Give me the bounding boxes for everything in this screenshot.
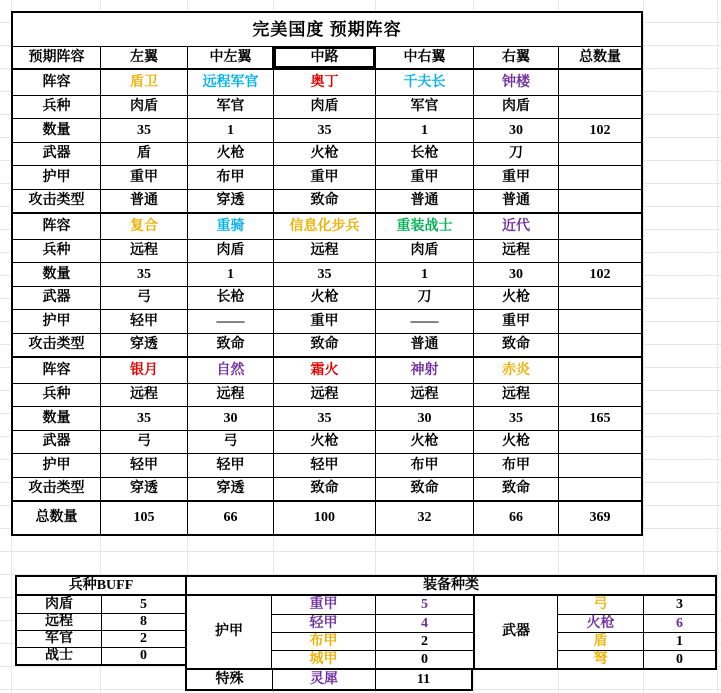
data-cell[interactable]: 肉盾 <box>473 96 558 118</box>
row-label-cell[interactable]: 武器 <box>42 146 71 161</box>
special-equipment-row <box>185 670 473 691</box>
row-label-cell[interactable]: 攻击类型 <box>28 481 85 496</box>
data-cell[interactable]: 盾卫 <box>100 70 187 95</box>
weapon-name-cell[interactable]: 弩 <box>558 650 643 668</box>
data-cell[interactable]: 千夫长 <box>375 70 473 95</box>
row-label-cell[interactable]: 阵容 <box>42 74 71 90</box>
data-cell[interactable]: 布甲 <box>375 454 473 477</box>
table-row <box>13 477 641 500</box>
data-cell[interactable]: 穿透 <box>187 478 273 500</box>
data-cell[interactable]: 重甲 <box>473 166 558 189</box>
row-total-cell[interactable] <box>558 214 641 239</box>
table-row <box>13 383 641 406</box>
armor-name-cell[interactable]: 轻甲 <box>272 614 375 632</box>
data-cell[interactable]: 银月 <box>100 358 187 383</box>
column-header-cell[interactable]: 总数量 <box>558 47 641 68</box>
row-total-cell[interactable] <box>558 166 641 189</box>
data-cell[interactable]: 盾 <box>100 143 187 165</box>
buff-label-cell[interactable]: 肉盾 <box>45 596 73 612</box>
armor-count-cell[interactable]: 2 <box>375 632 473 650</box>
data-cell[interactable]: 普通 <box>473 190 558 212</box>
data-cell[interactable]: 火枪 <box>187 143 273 165</box>
row-label-cell[interactable]: 兵种 <box>42 243 71 258</box>
data-cell[interactable]: 刀 <box>473 143 558 165</box>
data-cell[interactable]: 近代 <box>473 214 558 239</box>
data-cell[interactable]: 弓 <box>100 287 187 309</box>
data-cell[interactable]: 35 <box>273 119 375 142</box>
row-total-cell[interactable]: 102 <box>558 119 641 142</box>
grand-total-sum-cell[interactable]: 369 <box>558 502 641 534</box>
row-total-cell[interactable] <box>558 431 641 453</box>
table-row <box>13 95 641 118</box>
data-cell[interactable]: 致命 <box>473 478 558 500</box>
grand-total-cell[interactable]: 100 <box>273 502 375 534</box>
row-total-cell[interactable] <box>558 240 641 262</box>
data-cell[interactable]: 致命 <box>273 334 375 356</box>
grand-total-cell[interactable]: 66 <box>187 502 273 534</box>
data-cell[interactable]: 奥丁 <box>273 70 375 95</box>
row-total-cell[interactable] <box>558 334 641 356</box>
data-cell[interactable]: 军官 <box>187 96 273 118</box>
armor-name-cell[interactable]: 重甲 <box>309 597 338 612</box>
data-cell[interactable]: 35 <box>100 119 187 142</box>
buff-label-cell[interactable]: 远程 <box>17 613 101 630</box>
data-cell[interactable]: 肉盾 <box>100 96 187 118</box>
table-row <box>13 309 641 333</box>
data-cell[interactable]: 穿透 <box>187 190 273 212</box>
weapon-name-cell[interactable]: 火枪 <box>558 614 643 632</box>
data-cell[interactable]: 35 <box>273 407 375 430</box>
data-cell[interactable]: 远程 <box>100 384 187 406</box>
armor-count-cell[interactable]: 4 <box>375 614 473 632</box>
data-cell[interactable]: 霜火 <box>273 358 375 383</box>
buff-value-cell[interactable]: 0 <box>101 647 185 664</box>
row-total-cell[interactable] <box>558 358 641 383</box>
data-cell[interactable]: 刀 <box>375 287 473 309</box>
data-cell[interactable]: 重骑 <box>187 214 273 239</box>
data-cell[interactable]: 火枪 <box>273 287 375 309</box>
data-cell[interactable]: 1 <box>187 263 273 286</box>
data-cell[interactable]: —— <box>187 310 273 333</box>
data-cell[interactable]: 普通 <box>375 190 473 212</box>
row-total-cell[interactable] <box>558 143 641 165</box>
data-cell[interactable]: 35 <box>473 407 558 430</box>
table-row <box>13 46 641 68</box>
table-row <box>13 430 641 453</box>
data-cell[interactable]: 远程军官 <box>187 70 273 95</box>
data-cell[interactable]: 重甲 <box>273 166 375 189</box>
data-cell[interactable]: 远程 <box>273 384 375 406</box>
column-header-cell[interactable]: 右翼 <box>473 47 558 68</box>
weapon-group-label-cell[interactable]: 武器 <box>473 596 558 668</box>
data-cell[interactable]: 1 <box>187 119 273 142</box>
row-label-cell[interactable]: 兵种 <box>42 99 71 114</box>
data-cell[interactable]: 肉盾 <box>375 240 473 262</box>
buff-value-cell[interactable]: 8 <box>101 613 185 630</box>
armor-name-cell[interactable]: 布甲 <box>272 632 375 650</box>
data-cell[interactable]: 致命 <box>187 334 273 356</box>
data-cell[interactable]: 30 <box>473 119 558 142</box>
data-cell[interactable]: 神射 <box>375 358 473 383</box>
row-label-cell[interactable]: 攻击类型 <box>28 337 85 352</box>
buff-label-cell[interactable]: 战士 <box>17 647 101 664</box>
data-cell[interactable]: 穿透 <box>100 478 187 500</box>
data-cell[interactable]: 轻甲 <box>100 310 187 333</box>
row-total-cell[interactable] <box>558 310 641 333</box>
data-cell[interactable]: 火枪 <box>273 431 375 453</box>
table-row <box>13 118 641 142</box>
data-cell[interactable]: 致命 <box>273 190 375 212</box>
armor-count-cell[interactable]: 5 <box>375 596 473 614</box>
row-label-cell[interactable]: 护甲 <box>42 169 71 185</box>
data-cell[interactable]: 长枪 <box>375 143 473 165</box>
data-cell[interactable]: 火枪 <box>375 431 473 453</box>
data-cell[interactable]: 普通 <box>100 190 187 212</box>
data-cell[interactable]: 赤炎 <box>473 358 558 383</box>
table-row <box>13 262 641 286</box>
data-cell[interactable]: 自然 <box>187 358 273 383</box>
armor-group-label-cell[interactable]: 护甲 <box>187 596 272 668</box>
equipment-table-title-cell[interactable]: 装备种类 <box>187 577 715 596</box>
data-cell[interactable]: 火枪 <box>473 287 558 309</box>
data-cell[interactable]: 布甲 <box>473 454 558 477</box>
weapon-name-cell[interactable]: 弓 <box>593 597 608 612</box>
data-cell[interactable]: 重甲 <box>100 166 187 189</box>
row-total-cell[interactable]: 102 <box>558 263 641 286</box>
data-cell[interactable]: 远程 <box>473 384 558 406</box>
data-cell[interactable]: 远程 <box>187 384 273 406</box>
data-cell[interactable]: 致命 <box>375 478 473 500</box>
row-label-cell[interactable]: 阵容 <box>42 218 71 234</box>
row-label-cell[interactable]: 攻击类型 <box>28 193 85 208</box>
special-value-cell[interactable]: 11 <box>375 670 471 689</box>
table-row <box>13 239 641 262</box>
data-cell[interactable]: 肉盾 <box>273 96 375 118</box>
row-total-cell[interactable] <box>558 190 641 212</box>
data-cell[interactable]: 穿透 <box>100 334 187 356</box>
row-label-cell[interactable]: 武器 <box>42 290 71 305</box>
row-total-cell[interactable] <box>558 384 641 406</box>
weapon-count-cell[interactable]: 6 <box>643 614 715 632</box>
data-cell[interactable]: 复合 <box>100 214 187 239</box>
row-total-cell[interactable] <box>558 96 641 118</box>
armor-count-cell[interactable]: 0 <box>375 650 473 668</box>
row-label-cell[interactable]: 阵容 <box>42 362 71 378</box>
row-total-cell[interactable] <box>558 70 641 95</box>
data-cell[interactable]: 35 <box>100 407 187 430</box>
weapon-name-cell[interactable]: 盾 <box>558 632 643 650</box>
table-row <box>13 189 641 212</box>
troop-buff-table <box>15 575 187 666</box>
armor-name-cell[interactable]: 城甲 <box>272 650 375 668</box>
data-cell[interactable]: 1 <box>375 263 473 286</box>
table-row <box>13 13 641 46</box>
grand-total-cell[interactable]: 32 <box>375 502 473 534</box>
row-total-cell[interactable] <box>558 454 641 477</box>
table-row <box>13 165 641 189</box>
data-cell[interactable]: 布甲 <box>187 166 273 189</box>
data-cell[interactable]: 钟楼 <box>473 70 558 95</box>
table-row <box>13 68 641 95</box>
buff-value-cell[interactable]: 2 <box>101 630 185 647</box>
weapon-count-cell[interactable]: 3 <box>643 596 715 614</box>
equipment-type-table <box>185 575 717 670</box>
buff-label-cell[interactable]: 军官 <box>17 630 101 647</box>
special-label-cell[interactable]: 特殊 <box>215 671 244 687</box>
column-header-cell[interactable]: 左翼 <box>100 47 187 68</box>
row-label-cell[interactable]: 兵种 <box>42 387 71 402</box>
grand-total-cell[interactable]: 105 <box>100 502 187 534</box>
data-cell[interactable]: —— <box>375 310 473 333</box>
data-cell[interactable]: 重甲 <box>375 166 473 189</box>
data-cell[interactable]: 远程 <box>473 240 558 262</box>
data-cell[interactable]: 致命 <box>473 334 558 356</box>
data-cell[interactable]: 肉盾 <box>187 240 273 262</box>
data-cell[interactable]: 普通 <box>375 334 473 356</box>
table-row <box>13 406 641 430</box>
row-total-cell[interactable] <box>558 287 641 309</box>
data-cell[interactable]: 轻甲 <box>187 454 273 477</box>
main-lineup-table <box>11 11 643 536</box>
row-label-cell[interactable]: 数量 <box>42 122 71 138</box>
table-row <box>13 453 641 477</box>
row-label-cell[interactable]: 数量 <box>42 410 71 426</box>
data-cell[interactable]: 火枪 <box>473 431 558 453</box>
weapon-count-cell[interactable]: 0 <box>643 650 715 668</box>
row-label-cell[interactable]: 护甲 <box>42 313 71 329</box>
table-row <box>13 286 641 309</box>
data-cell[interactable]: 1 <box>375 119 473 142</box>
data-cell[interactable]: 火枪 <box>273 143 375 165</box>
sheet-title-cell[interactable]: 完美国度 预期阵容 <box>252 20 402 39</box>
data-cell[interactable]: 轻甲 <box>273 454 375 477</box>
data-cell[interactable]: 军官 <box>375 96 473 118</box>
table-row <box>13 356 641 383</box>
data-cell[interactable]: 信息化步兵 <box>273 214 375 239</box>
data-cell[interactable]: 远程 <box>273 240 375 262</box>
row-total-cell[interactable] <box>558 478 641 500</box>
data-cell[interactable]: 轻甲 <box>100 454 187 477</box>
row-label-cell[interactable]: 护甲 <box>42 457 71 473</box>
data-cell[interactable]: 致命 <box>273 478 375 500</box>
grand-total-label-cell[interactable]: 总数量 <box>35 510 78 525</box>
data-cell[interactable]: 弓 <box>187 431 273 453</box>
data-cell[interactable]: 弓 <box>100 431 187 453</box>
table-row <box>13 333 641 356</box>
data-cell[interactable]: 重甲 <box>273 310 375 333</box>
column-header-cell[interactable]: 中左翼 <box>187 47 273 68</box>
weapon-count-cell[interactable]: 1 <box>643 632 715 650</box>
table-row <box>13 142 641 165</box>
table-row <box>13 212 641 239</box>
data-cell[interactable]: 30 <box>375 407 473 430</box>
buff-value-cell[interactable]: 5 <box>101 596 185 613</box>
data-cell[interactable]: 30 <box>473 263 558 286</box>
row-label-cell[interactable]: 武器 <box>42 434 71 449</box>
column-header-cell[interactable]: 预期阵容 <box>28 49 85 65</box>
data-cell[interactable]: 35 <box>100 263 187 286</box>
row-label-cell[interactable]: 数量 <box>42 266 71 282</box>
data-cell[interactable]: 远程 <box>100 240 187 262</box>
column-header-cell[interactable]: 中路 <box>273 47 375 68</box>
buff-table-title-cell[interactable]: 兵种BUFF <box>17 577 185 596</box>
data-cell[interactable]: 重装战士 <box>375 214 473 239</box>
row-total-cell[interactable]: 165 <box>558 407 641 430</box>
data-cell[interactable]: 远程 <box>375 384 473 406</box>
special-name-cell[interactable]: 灵犀 <box>272 670 375 689</box>
data-cell[interactable]: 长枪 <box>187 287 273 309</box>
data-cell[interactable]: 35 <box>273 263 375 286</box>
grand-total-cell[interactable]: 66 <box>473 502 558 534</box>
column-header-cell[interactable]: 中右翼 <box>375 47 473 68</box>
table-row <box>13 500 641 534</box>
data-cell[interactable]: 30 <box>187 407 273 430</box>
data-cell[interactable]: 重甲 <box>473 310 558 333</box>
